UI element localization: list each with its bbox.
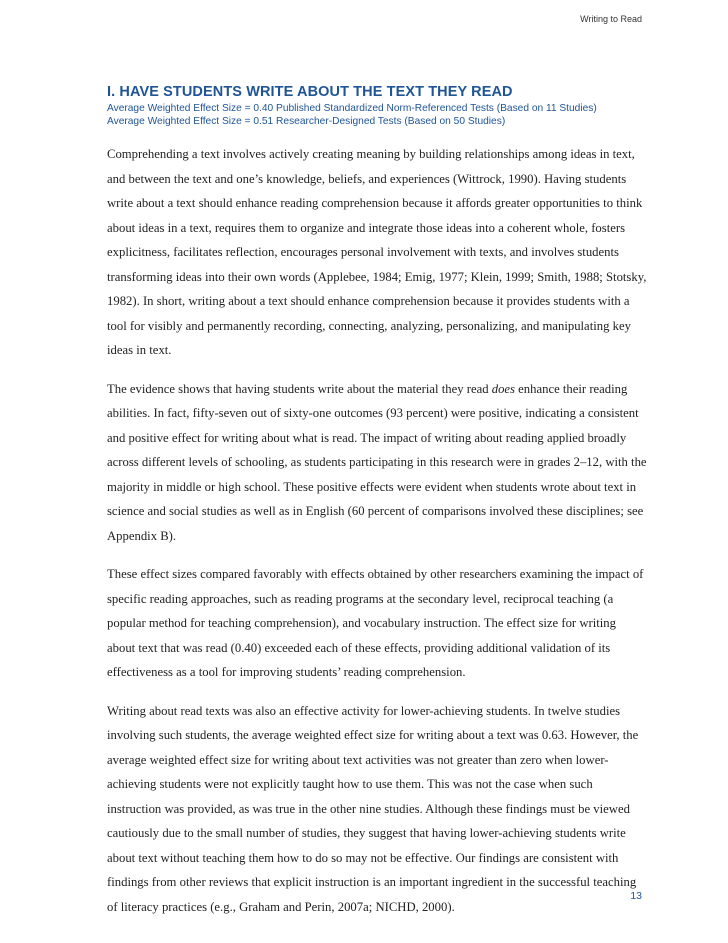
running-header: Writing to Read <box>580 14 642 24</box>
effect-size-line-1: Average Weighted Effect Size = 0.40 Published Standardized Norm-Referenced Tests (Based on 11 Studies) <box>107 103 597 114</box>
effect-size-line-2: Average Weighted Effect Size = 0.51 Researcher-Designed Tests (Based on 50 Studies) <box>107 116 506 127</box>
page-number: 13 <box>630 890 642 902</box>
paragraph-2-emphasis: does <box>491 381 515 396</box>
page-content <box>107 82 647 933</box>
paragraph-2-text-a: The evidence shows that having students write about the material they read <box>107 381 492 396</box>
paragraph-2 <box>107 377 647 549</box>
paragraph-4: Writing about read texts was also an effective activity for lower-achieving students. In twelve studies involving such students, the average weighted effect size for writing about a text was 0.63. However, the average weighted effect size for writing about text activities was not greater than zero when lower-achieving students were not explicitly taught how to use them. This was not the case when such instruction was provided, as was true in the other nine studies. Although these findings must be viewed cautiously due to the small number of studies, they suggest that having lower-achieving students write about text without teaching them how to do so may not be effective. Our findings are consistent with findings from other reviews that explicit instruction is an important ingredient in the successful teaching of literacy practices (e.g., Graham and Perin, 2007a; NICHD, 2000). <box>107 703 639 914</box>
section-heading: I. HAVE STUDENTS WRITE ABOUT THE TEXT THEY READ <box>107 84 513 100</box>
paragraph-2-text-b: enhance their reading abilities. In fact, fifty-seven out of sixty-one outcomes (93 percent) were positive, indicating a consistent and positive effect for writing about what is read. The impact of writing about reading applied broadly across different levels of schooling, as students participating in this research were in grades 2–12, with the majority in middle or high school. These positive effects were evident when students wrote about text in science and social studies as well as in English (60 percent of comparisons involved these disciplines; see Appendix B). <box>107 381 647 543</box>
paragraph-3: These effect sizes compared favorably with effects obtained by other researchers examining the impact of specific reading approaches, such as reading programs at the secondary level, reciprocal teaching (a popular method for teaching comprehension), and vocabulary instruction. The effect size for writing about text that was read (0.40) exceeded each of these effects, providing additional validation of its effectiveness as a tool for improving students’ reading comprehension. <box>107 567 644 679</box>
paragraph-1: Comprehending a text involves actively creating meaning by building relationships among ideas in text, and between the text and one’s knowledge, beliefs, and experiences (Wittrock, 1990). Having students write about a text should enhance reading comprehension because it affords greater opportunities to think about ideas in a text, requires them to organize and integrate those ideas into a coherent whole, fosters explicitness, facilitates reflection, encourages personal involvement with texts, and involves students transforming ideas into their own words (Applebee, 1984; Emig, 1977; Klein, 1999; Smith, 1988; Stotsky, 1982). In short, writing about a text should enhance comprehension because it provides students with a tool for visibly and permanently recording, connecting, analyzing, personalizing, and manipulating key ideas in text. <box>107 147 647 357</box>
section-heading-block <box>107 82 647 128</box>
